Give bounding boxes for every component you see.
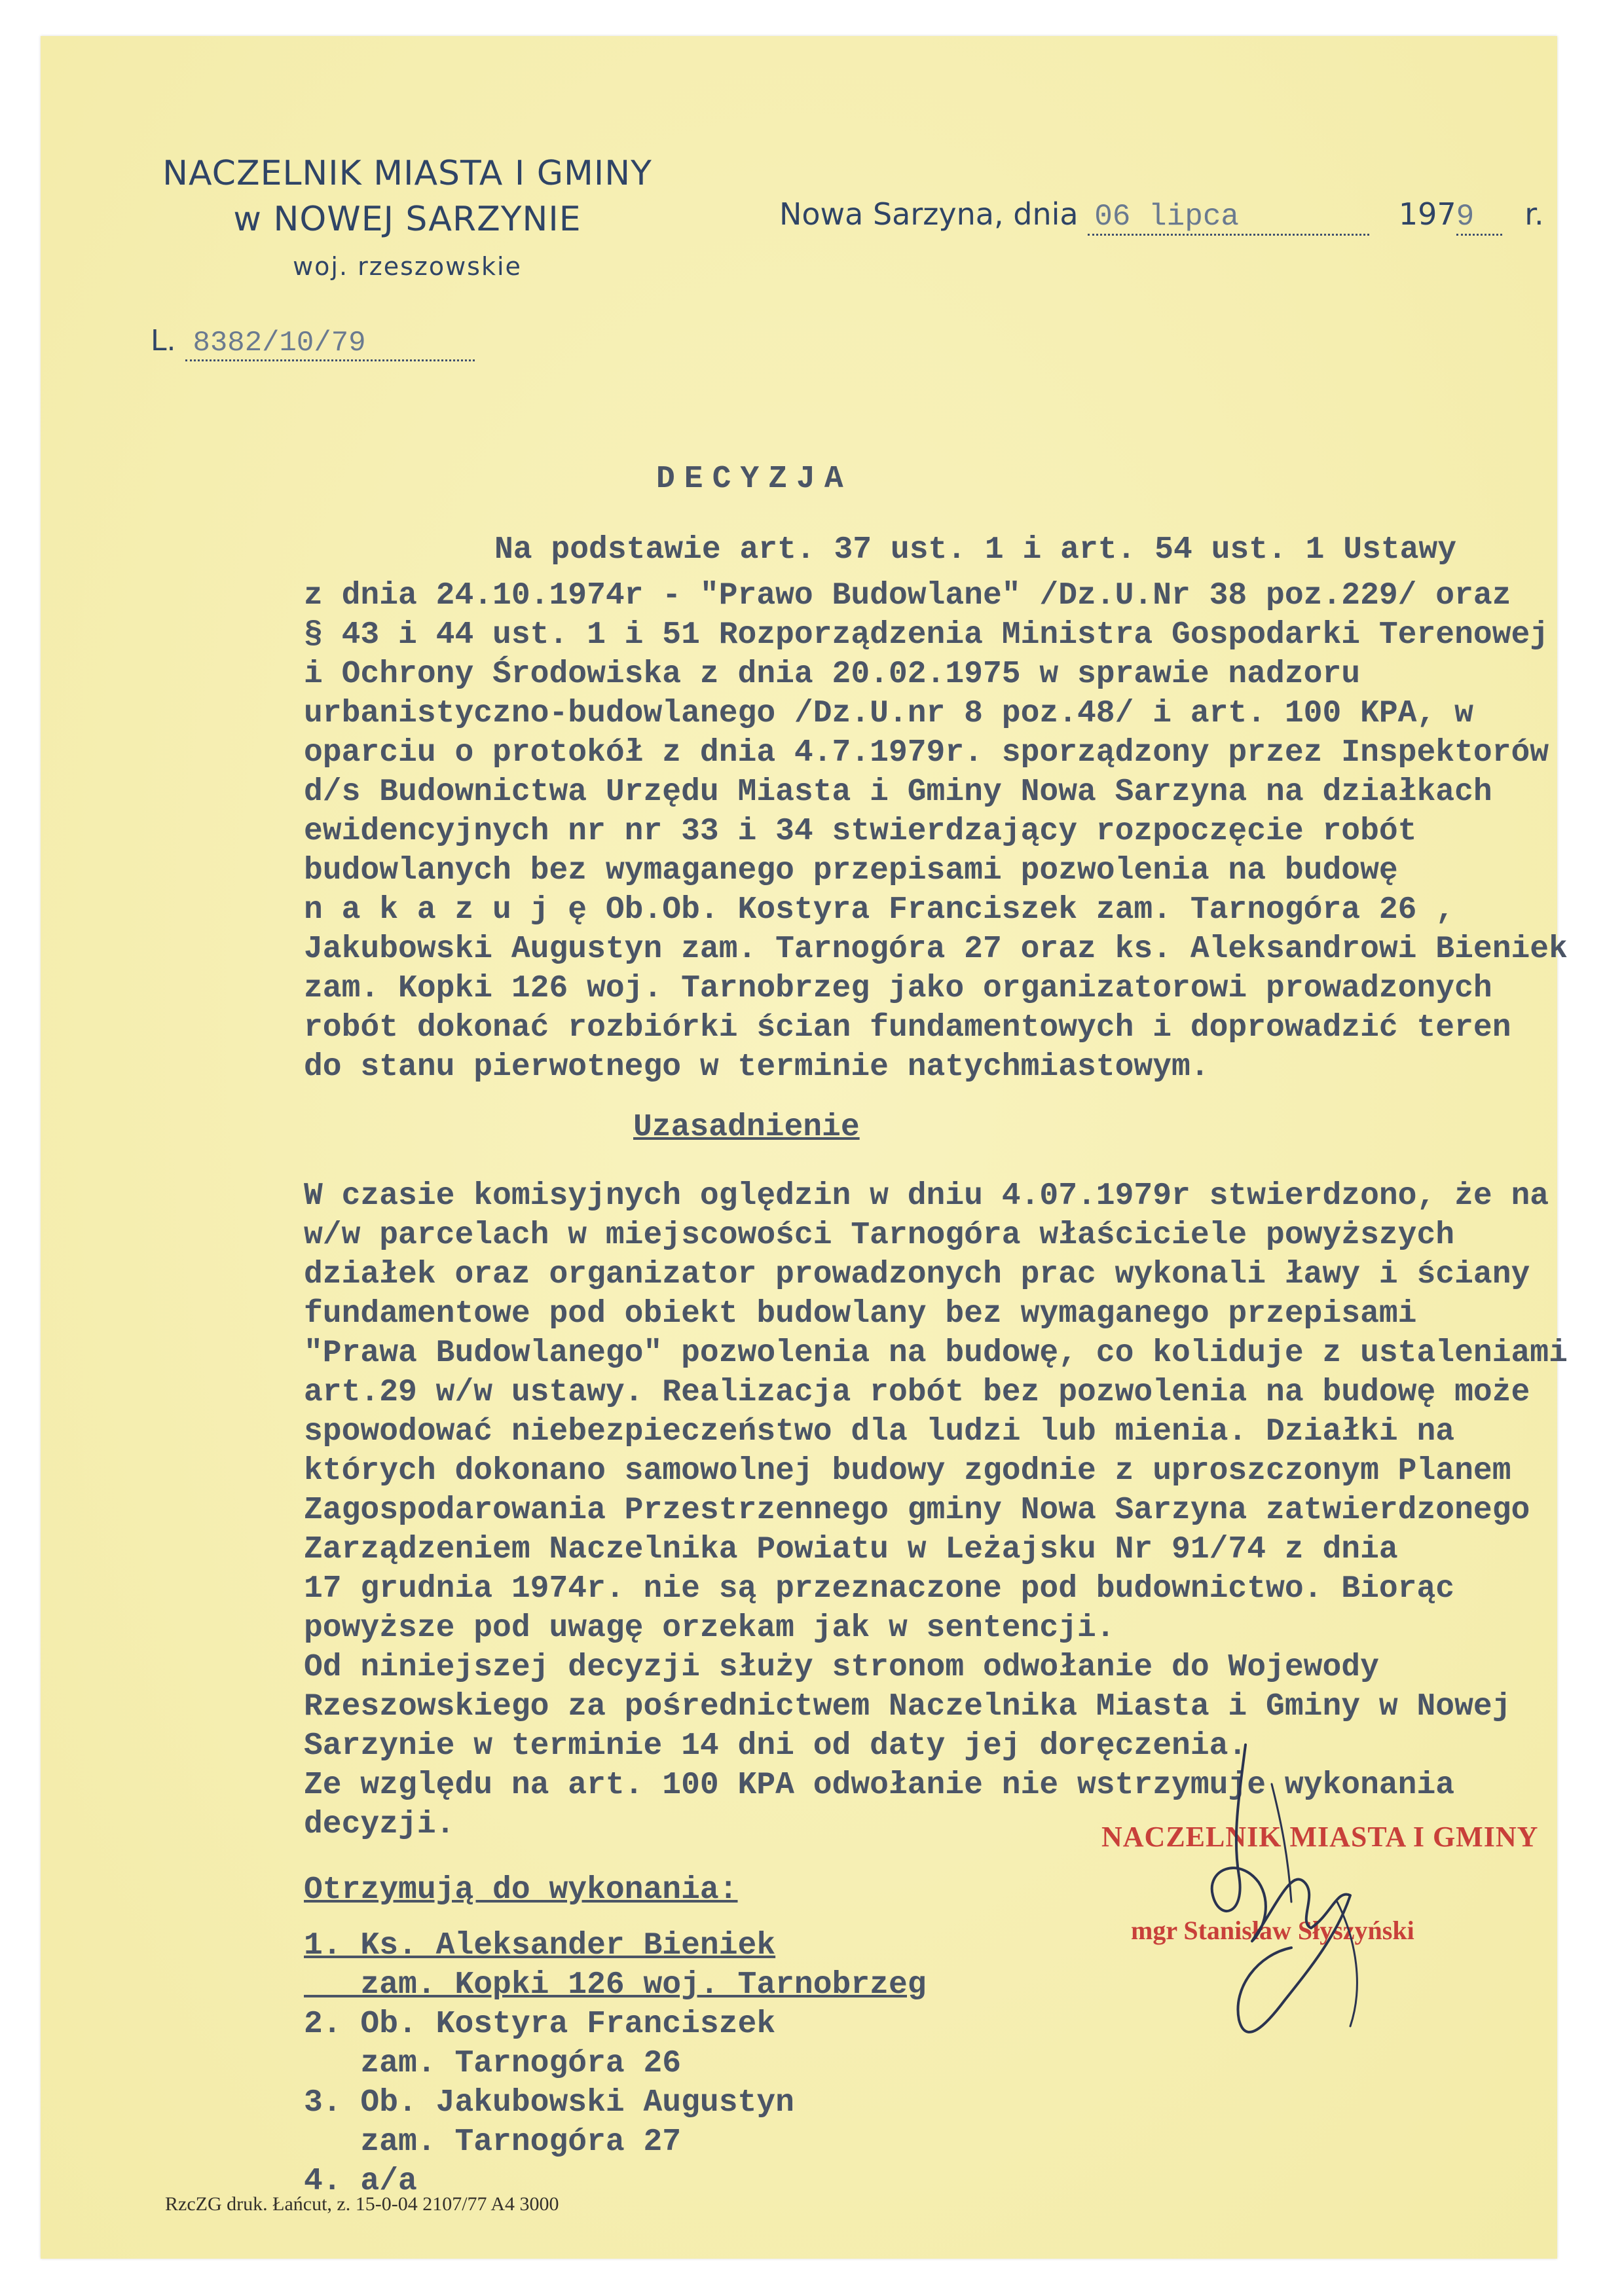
decision-line: ewidencyjnych nr nr 33 i 34 stwierdzający rozpoczęcie robót [304, 814, 1417, 849]
justification-line: Sarzynie w terminie 14 dni od daty jej doręczenia. [304, 1728, 1247, 1764]
recipient-line: 3. Ob. Jakubowski Augustyn [304, 2085, 794, 2121]
decision-line: Na podstawie art. 37 ust. 1 i art. 54 ust. 1 Ustawy [494, 532, 1457, 568]
decision-line: zam. Kopki 126 woj. Tarnobrzeg jako organizatorowi prowadzonych [304, 971, 1492, 1006]
justification-line: Od niniejszej decyzji służy stronom odwołanie do Wojewody [304, 1650, 1379, 1685]
date-suffix: r. [1524, 196, 1544, 232]
justification-line: powyższe pod uwagę orzekam jak w sentencji. [304, 1611, 1115, 1646]
recipient-line: zam. Tarnogóra 27 [304, 2124, 682, 2160]
printer-imprint: RzcZG druk. Łańcut, z. 15-0-04 2107/77 A4 3000 [165, 2193, 559, 2215]
date-day-month: 06 lipca [1088, 200, 1369, 236]
justification-line: Zarządzeniem Naczelnika Powiatu w Leżajsku Nr 91/74 z dnia [304, 1532, 1398, 1567]
justification-line: "Prawa Budowlanego" pozwolenia na budowę, co koliduje z ustaleniami [304, 1336, 1568, 1371]
decision-line: n a k a z u j ę Ob.Ob. Kostyra Franciszek zam. Tarnogóra 26 , [304, 892, 1455, 928]
justification-line: spowodować niebezpieczeństwo dla ludzi lub mienia. Działki na [304, 1414, 1455, 1449]
justification-line: Ze względu na art. 100 KPA odwołanie nie wstrzymuje wykonania [304, 1768, 1455, 1803]
recipients-heading: Otrzymują do wykonania: [304, 1872, 738, 1908]
recipient-line: zam. Kopki 126 woj. Tarnobrzeg [304, 1967, 927, 2003]
recipient-line: 4. a/a [304, 2164, 417, 2199]
reference-value: 8382/10/79 [185, 327, 475, 361]
reference-prefix: L. [151, 324, 176, 357]
decision-line: z dnia 24.10.1974r - "Prawo Budowlane" /Dz.U.Nr 38 poz.229/ oraz [304, 578, 1511, 613]
recipient-line: 1. Ks. Aleksander Bieniek [304, 1928, 776, 1963]
date-line [779, 196, 1544, 236]
justification-line: Rzeszowskiego za pośrednictwem Naczelnika Miasta i Gminy w Nowej [304, 1689, 1511, 1724]
date-year-digit: 9 [1456, 200, 1502, 236]
reference-number [151, 324, 475, 361]
stamp-office: NACZELNIK MIASTA I GMINY [1101, 1821, 1539, 1853]
stamp-name: mgr Stanisław Słyszyński [1131, 1916, 1414, 1945]
justification-line: działek oraz organizator prowadzonych prac wykonali ławy i ściany [304, 1257, 1530, 1292]
justification-line: decyzji. [304, 1807, 455, 1842]
date-place: Nowa Sarzyna, dnia [779, 196, 1079, 232]
decision-line: i Ochrony Środowiska z dnia 20.02.1975 w sprawie nadzoru [304, 657, 1361, 692]
document-title: DECYZJA [656, 462, 853, 497]
justification-line: 17 grudnia 1974r. nie są przeznaczone pod budownictwo. Biorąc [304, 1571, 1455, 1607]
letterhead-office: NACZELNIK MIASTA I GMINY [162, 154, 652, 193]
justification-line: w/w parcelach w miejscowości Tarnogóra właściciele powyższych [304, 1218, 1455, 1253]
letterhead-voivodeship: woj. rzeszowskie [293, 252, 522, 281]
decision-line: oparciu o protokół z dnia 4.7.1979r. sporządzony przez Inspektorów [304, 735, 1549, 771]
justification-line: W czasie komisyjnych oględzin w dniu 4.07.1979r stwierdzono, że na [304, 1178, 1549, 1214]
letterhead-town: w NOWEJ SARZYNIE [233, 200, 581, 239]
justification-line: Zagospodarowania Przestrzennego gminy Nowa Sarzyna zatwierdzonego [304, 1493, 1530, 1528]
decision-line: d/s Budownictwa Urzędu Miasta i Gminy Nowa Sarzyna na działkach [304, 774, 1492, 810]
justification-line: fundamentowe pod obiekt budowlany bez wymaganego przepisami [304, 1296, 1417, 1332]
decision-line: budowlanych bez wymaganego przepisami pozwolenia na budowę [304, 853, 1398, 888]
justification-heading: Uzasadnienie [633, 1110, 860, 1145]
justification-line: art.29 w/w ustawy. Realizacja robót bez pozwolenia na budowę może [304, 1375, 1530, 1410]
justification-line: których dokonano samowolnej budowy zgodnie z uproszczonym Planem [304, 1453, 1511, 1489]
decision-line: robót dokonać rozbiórki ścian fundamentowych i doprowadzić teren [304, 1010, 1511, 1046]
decision-line: Jakubowski Augustyn zam. Tarnogóra 27 oraz ks. Aleksandrowi Bieniek [304, 932, 1568, 967]
date-year-prefix: 197 [1398, 196, 1456, 232]
decision-line: § 43 i 44 ust. 1 i 51 Rozporządzenia Ministra Gospodarki Terenowej [304, 617, 1549, 653]
decision-line: urbanistyczno-budowlanego /Dz.U.nr 8 poz.48/ i art. 100 KPA, w [304, 696, 1473, 731]
decision-line: do stanu pierwotnego w terminie natychmiastowym. [304, 1049, 1209, 1085]
signature-icon [1141, 1705, 1442, 2072]
document-page [41, 36, 1568, 2259]
recipient-line: zam. Tarnogóra 26 [304, 2046, 682, 2081]
recipient-line: 2. Ob. Kostyra Franciszek [304, 2007, 776, 2042]
